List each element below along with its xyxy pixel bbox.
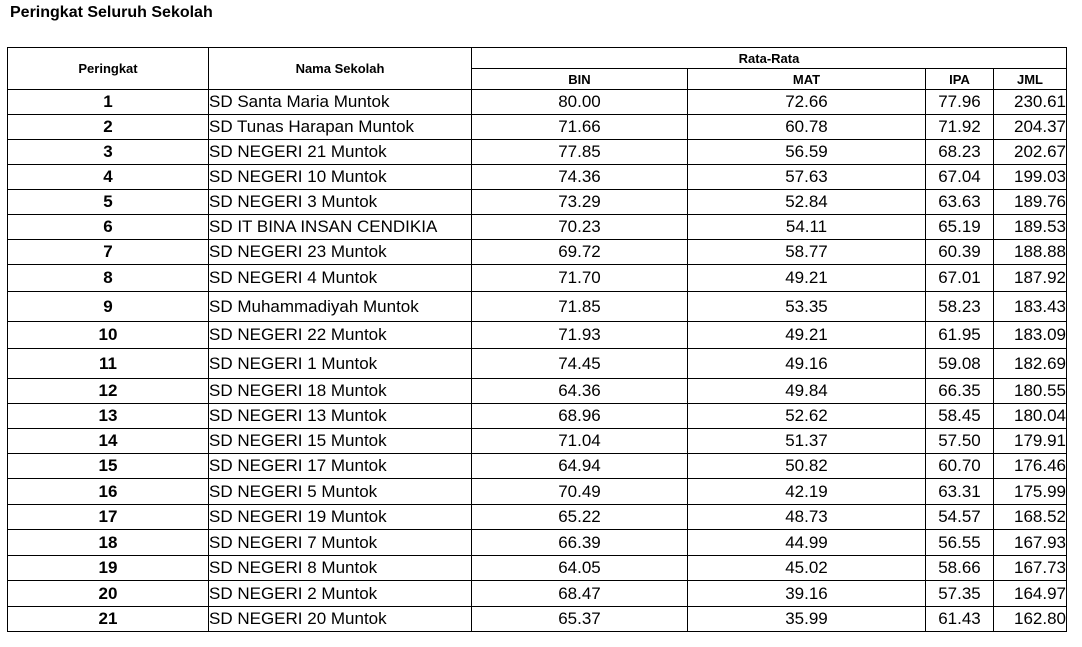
cell-bin: 74.45 — [472, 349, 688, 379]
table-row — [8, 530, 1067, 556]
cell-mat: 39.16 — [688, 581, 926, 607]
table-row — [8, 240, 1067, 265]
cell-ipa: 67.04 — [926, 165, 994, 190]
cell-school-name: SD NEGERI 7 Muntok — [209, 530, 472, 556]
cell-mat: 44.99 — [688, 530, 926, 556]
cell-ipa: 65.19 — [926, 215, 994, 240]
cell-ipa: 59.08 — [926, 349, 994, 379]
table-row — [8, 607, 1067, 632]
cell-mat: 52.62 — [688, 404, 926, 429]
cell-bin: 68.47 — [472, 581, 688, 607]
cell-bin: 77.85 — [472, 140, 688, 165]
table-row — [8, 190, 1067, 215]
cell-school-name: SD NEGERI 8 Muntok — [209, 556, 472, 581]
cell-bin: 65.22 — [472, 505, 688, 530]
cell-jml: 167.73 — [994, 556, 1067, 581]
cell-bin: 73.29 — [472, 190, 688, 215]
cell-jml: 230.61 — [994, 90, 1067, 115]
cell-school-name: SD NEGERI 4 Muntok — [209, 265, 472, 292]
cell-jml: 162.80 — [994, 607, 1067, 632]
cell-ipa: 57.35 — [926, 581, 994, 607]
cell-jml: 180.04 — [994, 404, 1067, 429]
cell-school-name: SD NEGERI 17 Muntok — [209, 454, 472, 479]
cell-jml: 199.03 — [994, 165, 1067, 190]
cell-mat: 45.02 — [688, 556, 926, 581]
cell-bin: 68.96 — [472, 404, 688, 429]
table-row — [8, 322, 1067, 349]
cell-school-name: SD NEGERI 18 Muntok — [209, 379, 472, 404]
cell-jml: 183.09 — [994, 322, 1067, 349]
table-row — [8, 454, 1067, 479]
cell-jml: 175.99 — [994, 479, 1067, 505]
cell-rank: 21 — [8, 607, 209, 632]
cell-rank: 16 — [8, 479, 209, 505]
table-header — [8, 48, 1067, 90]
cell-ipa: 68.23 — [926, 140, 994, 165]
cell-jml: 168.52 — [994, 505, 1067, 530]
cell-rank: 20 — [8, 581, 209, 607]
cell-jml: 164.97 — [994, 581, 1067, 607]
cell-ipa: 58.66 — [926, 556, 994, 581]
cell-school-name: SD NEGERI 19 Muntok — [209, 505, 472, 530]
cell-school-name: SD NEGERI 20 Muntok — [209, 607, 472, 632]
table-row — [8, 140, 1067, 165]
cell-rank: 4 — [8, 165, 209, 190]
cell-rank: 13 — [8, 404, 209, 429]
cell-bin: 65.37 — [472, 607, 688, 632]
cell-rank: 8 — [8, 265, 209, 292]
cell-bin: 66.39 — [472, 530, 688, 556]
table-row — [8, 165, 1067, 190]
cell-mat: 35.99 — [688, 607, 926, 632]
cell-jml: 188.88 — [994, 240, 1067, 265]
table-row — [8, 404, 1067, 429]
cell-mat: 53.35 — [688, 292, 926, 322]
cell-ipa: 63.31 — [926, 479, 994, 505]
cell-mat: 60.78 — [688, 115, 926, 140]
cell-bin: 71.70 — [472, 265, 688, 292]
cell-school-name: SD NEGERI 23 Muntok — [209, 240, 472, 265]
cell-jml: 202.67 — [994, 140, 1067, 165]
cell-mat: 72.66 — [688, 90, 926, 115]
cell-mat: 52.84 — [688, 190, 926, 215]
cell-rank: 10 — [8, 322, 209, 349]
cell-ipa: 57.50 — [926, 429, 994, 454]
cell-jml: 179.91 — [994, 429, 1067, 454]
cell-rank: 14 — [8, 429, 209, 454]
table-row — [8, 115, 1067, 140]
cell-bin: 71.66 — [472, 115, 688, 140]
cell-bin: 71.93 — [472, 322, 688, 349]
cell-jml: 183.43 — [994, 292, 1067, 322]
cell-mat: 48.73 — [688, 505, 926, 530]
cell-ipa: 61.43 — [926, 607, 994, 632]
cell-mat: 54.11 — [688, 215, 926, 240]
cell-mat: 42.19 — [688, 479, 926, 505]
cell-jml: 176.46 — [994, 454, 1067, 479]
table-body — [8, 90, 1067, 632]
cell-ipa: 71.92 — [926, 115, 994, 140]
cell-jml: 189.76 — [994, 190, 1067, 215]
cell-mat: 51.37 — [688, 429, 926, 454]
table-row — [8, 379, 1067, 404]
cell-rank: 15 — [8, 454, 209, 479]
cell-school-name: SD NEGERI 13 Muntok — [209, 404, 472, 429]
cell-bin: 64.36 — [472, 379, 688, 404]
cell-ipa: 54.57 — [926, 505, 994, 530]
cell-mat: 57.63 — [688, 165, 926, 190]
table-row — [8, 265, 1067, 292]
header-bin: BIN — [472, 69, 688, 90]
cell-jml: 187.92 — [994, 265, 1067, 292]
table-row — [8, 479, 1067, 505]
cell-school-name: SD NEGERI 3 Muntok — [209, 190, 472, 215]
cell-bin: 70.49 — [472, 479, 688, 505]
cell-school-name: SD NEGERI 5 Muntok — [209, 479, 472, 505]
cell-rank: 12 — [8, 379, 209, 404]
cell-rank: 6 — [8, 215, 209, 240]
cell-rank: 11 — [8, 349, 209, 379]
cell-ipa: 67.01 — [926, 265, 994, 292]
table-row — [8, 90, 1067, 115]
cell-jml: 189.53 — [994, 215, 1067, 240]
cell-ipa: 60.39 — [926, 240, 994, 265]
cell-mat: 50.82 — [688, 454, 926, 479]
cell-rank: 2 — [8, 115, 209, 140]
cell-ipa: 60.70 — [926, 454, 994, 479]
cell-jml: 182.69 — [994, 349, 1067, 379]
cell-mat: 56.59 — [688, 140, 926, 165]
cell-rank: 3 — [8, 140, 209, 165]
cell-bin: 70.23 — [472, 215, 688, 240]
table-row — [8, 581, 1067, 607]
header-average-group: Rata-Rata — [472, 48, 1067, 69]
cell-ipa: 66.35 — [926, 379, 994, 404]
cell-rank: 18 — [8, 530, 209, 556]
cell-ipa: 61.95 — [926, 322, 994, 349]
table-row — [8, 292, 1067, 322]
cell-rank: 9 — [8, 292, 209, 322]
cell-rank: 7 — [8, 240, 209, 265]
cell-school-name: SD IT BINA INSAN CENDIKIA — [209, 215, 472, 240]
cell-rank: 5 — [8, 190, 209, 215]
cell-school-name: SD NEGERI 10 Muntok — [209, 165, 472, 190]
cell-ipa: 58.23 — [926, 292, 994, 322]
cell-school-name: SD Tunas Harapan Muntok — [209, 115, 472, 140]
cell-bin: 80.00 — [472, 90, 688, 115]
cell-jml: 180.55 — [994, 379, 1067, 404]
cell-ipa: 77.96 — [926, 90, 994, 115]
header-jml: JML — [994, 69, 1067, 90]
cell-bin: 74.36 — [472, 165, 688, 190]
cell-school-name: SD NEGERI 15 Muntok — [209, 429, 472, 454]
ranking-table — [7, 47, 1067, 632]
cell-jml: 167.93 — [994, 530, 1067, 556]
cell-ipa: 56.55 — [926, 530, 994, 556]
cell-bin: 64.05 — [472, 556, 688, 581]
table-row — [8, 349, 1067, 379]
cell-bin: 71.85 — [472, 292, 688, 322]
table-row — [8, 429, 1067, 454]
header-mat: MAT — [688, 69, 926, 90]
cell-mat: 49.21 — [688, 322, 926, 349]
cell-rank: 19 — [8, 556, 209, 581]
table-row — [8, 556, 1067, 581]
header-school-name: Nama Sekolah — [209, 48, 472, 90]
header-rank: Peringkat — [8, 48, 209, 90]
cell-ipa: 58.45 — [926, 404, 994, 429]
cell-school-name: SD Santa Maria Muntok — [209, 90, 472, 115]
cell-bin: 69.72 — [472, 240, 688, 265]
cell-mat: 49.16 — [688, 349, 926, 379]
cell-mat: 58.77 — [688, 240, 926, 265]
table-row — [8, 505, 1067, 530]
cell-mat: 49.84 — [688, 379, 926, 404]
table-row — [8, 215, 1067, 240]
cell-mat: 49.21 — [688, 265, 926, 292]
cell-bin: 64.94 — [472, 454, 688, 479]
cell-rank: 1 — [8, 90, 209, 115]
cell-school-name: SD Muhammadiyah Muntok — [209, 292, 472, 322]
cell-bin: 71.04 — [472, 429, 688, 454]
cell-ipa: 63.63 — [926, 190, 994, 215]
cell-school-name: SD NEGERI 21 Muntok — [209, 140, 472, 165]
cell-rank: 17 — [8, 505, 209, 530]
cell-jml: 204.37 — [994, 115, 1067, 140]
cell-school-name: SD NEGERI 1 Muntok — [209, 349, 472, 379]
cell-school-name: SD NEGERI 22 Muntok — [209, 322, 472, 349]
cell-school-name: SD NEGERI 2 Muntok — [209, 581, 472, 607]
header-ipa: IPA — [926, 69, 994, 90]
page-title: Peringkat Seluruh Sekolah — [10, 4, 213, 21]
